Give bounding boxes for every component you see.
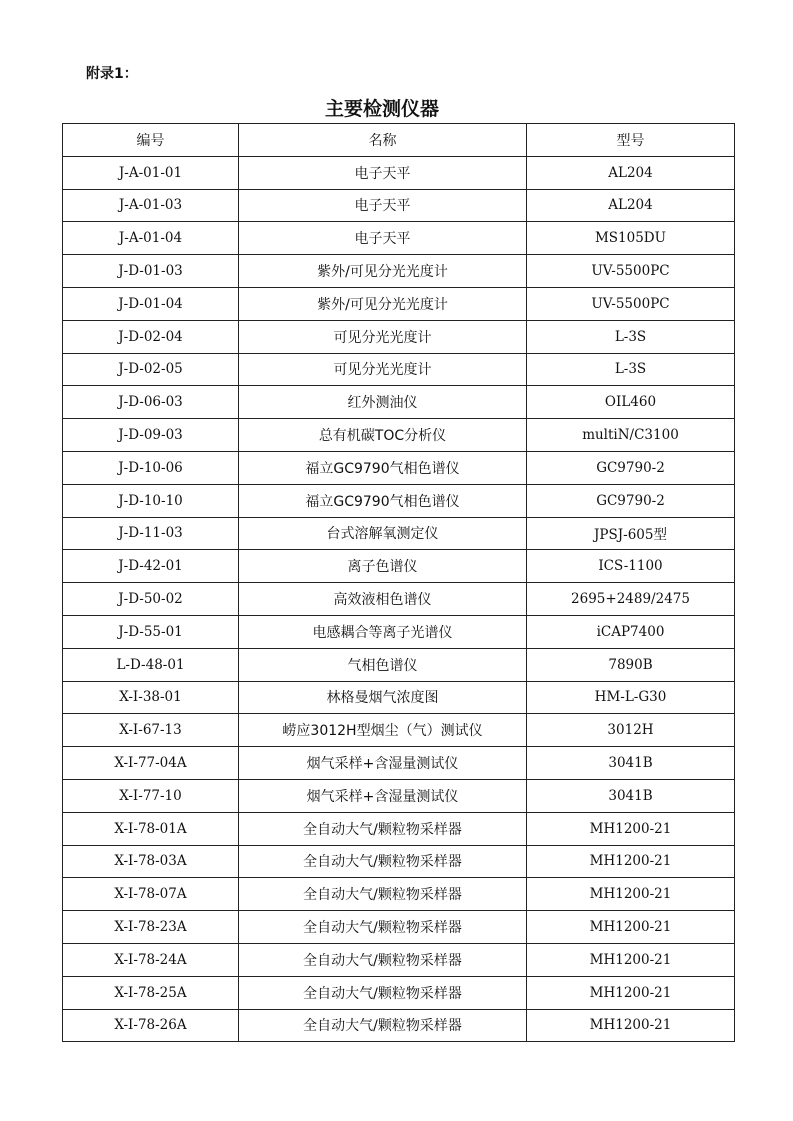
column-header-model: 型号 [527, 124, 735, 157]
instrument-model-cell: ICS-1100 [527, 550, 735, 583]
instrument-code-cell: J-A-01-03 [63, 189, 239, 222]
instrument-model-cell: AL204 [527, 156, 735, 189]
instrument-model-cell: 3041B [527, 779, 735, 812]
instrument-model-cell: MH1200-21 [527, 878, 735, 911]
instrument-code-cell: X-I-78-26A [63, 1009, 239, 1042]
instrument-name-cell: 全自动大气/颗粒物采样器 [239, 878, 527, 911]
table-header [63, 124, 735, 157]
header-row [63, 124, 735, 157]
table-row [63, 1009, 735, 1042]
table-row [63, 845, 735, 878]
instrument-code-cell: X-I-78-07A [63, 878, 239, 911]
instrument-model-cell: MH1200-21 [527, 943, 735, 976]
instrument-name-cell: 离子色谱仪 [239, 550, 527, 583]
instrument-name-cell: 崂应3012H型烟尘（气）测试仪 [239, 714, 527, 747]
instrument-model-cell: UV-5500PC [527, 255, 735, 288]
instrument-model-cell: 7890B [527, 648, 735, 681]
table-row [63, 976, 735, 1009]
table-row [63, 517, 735, 550]
table-row [63, 878, 735, 911]
column-header-name: 名称 [239, 124, 527, 157]
instrument-name-cell: 全自动大气/颗粒物采样器 [239, 943, 527, 976]
table-row [63, 484, 735, 517]
instrument-name-cell: 电感耦合等离子光谱仪 [239, 615, 527, 648]
instrument-code-cell: X-I-78-24A [63, 943, 239, 976]
instrument-code-cell: X-I-78-01A [63, 812, 239, 845]
column-header-code: 编号 [63, 124, 239, 157]
instrument-model-cell: MH1200-21 [527, 812, 735, 845]
instrument-code-cell: X-I-67-13 [63, 714, 239, 747]
instrument-model-cell: UV-5500PC [527, 287, 735, 320]
table-row [63, 353, 735, 386]
instrument-name-cell: 可见分光光度计 [239, 353, 527, 386]
instrument-name-cell: 电子天平 [239, 156, 527, 189]
instrument-name-cell: 紫外/可见分光光度计 [239, 255, 527, 288]
instrument-name-cell: 气相色谱仪 [239, 648, 527, 681]
instrument-name-cell: 可见分光光度计 [239, 320, 527, 353]
instrument-code-cell: J-A-01-01 [63, 156, 239, 189]
instrument-name-cell: 林格曼烟气浓度图 [239, 681, 527, 714]
instrument-model-cell: 3041B [527, 747, 735, 780]
instrument-code-cell: J-D-10-06 [63, 451, 239, 484]
instrument-name-cell: 烟气采样+含湿量测试仪 [239, 747, 527, 780]
instrument-model-cell: JPSJ-605型 [527, 517, 735, 550]
table-row [63, 189, 735, 222]
instrument-model-cell: MH1200-21 [527, 976, 735, 1009]
table-row [63, 156, 735, 189]
table-body [63, 156, 735, 1042]
instrument-model-cell: MS105DU [527, 222, 735, 255]
instrument-name-cell: 红外测油仪 [239, 386, 527, 419]
table-row [63, 320, 735, 353]
instrument-code-cell: X-I-78-25A [63, 976, 239, 1009]
table-row [63, 943, 735, 976]
instrument-code-cell: J-D-42-01 [63, 550, 239, 583]
instrument-code-cell: X-I-78-03A [63, 845, 239, 878]
instrument-code-cell: X-I-38-01 [63, 681, 239, 714]
instrument-code-cell: J-D-50-02 [63, 583, 239, 616]
instrument-model-cell: L-3S [527, 320, 735, 353]
instrument-name-cell: 紫外/可见分光光度计 [239, 287, 527, 320]
instrument-name-cell: 福立GC9790气相色谱仪 [239, 451, 527, 484]
instrument-code-cell: J-D-11-03 [63, 517, 239, 550]
instrument-code-cell: J-D-06-03 [63, 386, 239, 419]
instrument-model-cell: GC9790-2 [527, 484, 735, 517]
instrument-model-cell: MH1200-21 [527, 1009, 735, 1042]
instrument-model-cell: AL204 [527, 189, 735, 222]
instrument-name-cell: 福立GC9790气相色谱仪 [239, 484, 527, 517]
table-row [63, 615, 735, 648]
instrument-model-cell: 2695+2489/2475 [527, 583, 735, 616]
instrument-code-cell: J-D-02-05 [63, 353, 239, 386]
instrument-model-cell: iCAP7400 [527, 615, 735, 648]
instrument-code-cell: X-I-77-04A [63, 747, 239, 780]
instrument-code-cell: J-A-01-04 [63, 222, 239, 255]
instrument-code-cell: J-D-10-10 [63, 484, 239, 517]
instrument-name-cell: 全自动大气/颗粒物采样器 [239, 976, 527, 1009]
appendix-label: 附录1： [86, 66, 138, 82]
instrument-name-cell: 全自动大气/颗粒物采样器 [239, 812, 527, 845]
instrument-name-cell: 全自动大气/颗粒物采样器 [239, 845, 527, 878]
table-row [63, 681, 735, 714]
instrument-code-cell: L-D-48-01 [63, 648, 239, 681]
table-row [63, 550, 735, 583]
instrument-name-cell: 高效液相色谱仪 [239, 583, 527, 616]
instrument-code-cell: J-D-01-03 [63, 255, 239, 288]
instrument-table [62, 123, 735, 1042]
instrument-code-cell: J-D-02-04 [63, 320, 239, 353]
instrument-code-cell: J-D-01-04 [63, 287, 239, 320]
table-row [63, 287, 735, 320]
instrument-model-cell: HM-L-G30 [527, 681, 735, 714]
table-row [63, 648, 735, 681]
instrument-name-cell: 电子天平 [239, 222, 527, 255]
instrument-model-cell: MH1200-21 [527, 845, 735, 878]
instrument-model-cell: MH1200-21 [527, 911, 735, 944]
instrument-model-cell: L-3S [527, 353, 735, 386]
instrument-name-cell: 烟气采样+含湿量测试仪 [239, 779, 527, 812]
table-row [63, 812, 735, 845]
table-row [63, 222, 735, 255]
instrument-code-cell: J-D-09-03 [63, 419, 239, 452]
instrument-model-cell: GC9790-2 [527, 451, 735, 484]
instrument-model-cell: 3012H [527, 714, 735, 747]
instrument-name-cell: 总有机碳TOC分析仪 [239, 419, 527, 452]
table-row [63, 255, 735, 288]
instrument-name-cell: 台式溶解氧测定仪 [239, 517, 527, 550]
page-title: 主要检测仪器 [324, 98, 439, 120]
instrument-name-cell: 电子天平 [239, 189, 527, 222]
table-row [63, 911, 735, 944]
instrument-name-cell: 全自动大气/颗粒物采样器 [239, 1009, 527, 1042]
table-row [63, 419, 735, 452]
table-row [63, 451, 735, 484]
instrument-code-cell: J-D-55-01 [63, 615, 239, 648]
instrument-name-cell: 全自动大气/颗粒物采样器 [239, 911, 527, 944]
instrument-model-cell: multiN/C3100 [527, 419, 735, 452]
instrument-model-cell: OIL460 [527, 386, 735, 419]
table-row [63, 714, 735, 747]
table-row [63, 747, 735, 780]
table-row [63, 583, 735, 616]
table-row [63, 779, 735, 812]
instrument-code-cell: X-I-77-10 [63, 779, 239, 812]
table-row [63, 386, 735, 419]
instrument-code-cell: X-I-78-23A [63, 911, 239, 944]
